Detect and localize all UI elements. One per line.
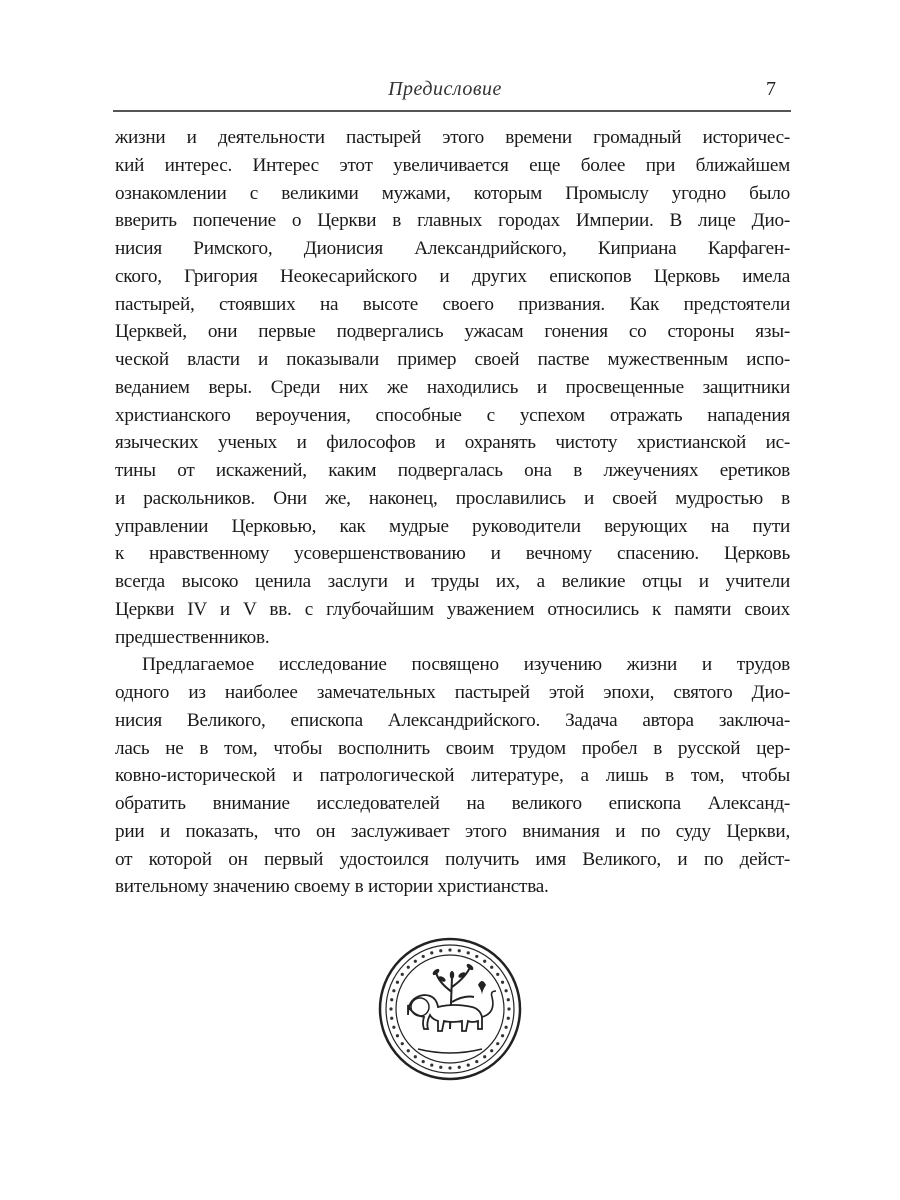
page-number: 7 bbox=[766, 78, 776, 100]
text-line: христианского вероучения, способные с успехом отражать нападения bbox=[115, 404, 790, 426]
text-line: всегда высоко ценила заслуги и труды их, а великие отцы и учители bbox=[115, 571, 790, 592]
text-line: от которой он первый удостоился получить имя Великого, и по дейст- bbox=[115, 848, 790, 870]
text-line: ского, Григория Неокесарийского и других епископов Церковь имела bbox=[115, 265, 790, 287]
text-line: обратить внимание исследователей на великого епископа Александ- bbox=[115, 793, 790, 814]
body-text bbox=[115, 124, 790, 901]
text-line: пастырей, стоявших на высоте своего призвания. Как предстоятели bbox=[115, 293, 790, 315]
text-line: веданием веры. Среди них же находились и просвещенные защитники bbox=[115, 376, 790, 398]
text-line: Предлагаемое исследование посвящено изучению жизни и трудов bbox=[142, 654, 790, 676]
text-line: тины от искажений, каким подвергалась она в лжеучениях еретиков bbox=[115, 460, 790, 481]
text-line: вительному значению своему в истории христианства. bbox=[115, 876, 549, 898]
text-line: одного из наиболее замечательных пастырей этой эпохи, святого Дио- bbox=[115, 682, 790, 703]
text-line: и раскольников. Они же, наконец, прославились и своей мудростью в bbox=[115, 487, 790, 509]
lion-emblem-icon bbox=[378, 937, 522, 1081]
text-line: управлении Церковью, как мудрые руководители верующих на пути bbox=[115, 515, 790, 537]
text-line: ковно-исторической и патрологической литературе, а лишь в том, чтобы bbox=[115, 765, 790, 787]
text-line: к нравственному усовершенствованию и вечному спасению. Церковь bbox=[115, 543, 790, 565]
text-line: Церквей, они первые подвергались ужасам гонения со стороны язы- bbox=[115, 321, 790, 343]
text-line: нисия Великого, епископа Александрийского. Задача автора заключа- bbox=[115, 709, 790, 731]
text-line: рии и показать, что он заслуживает этого внимания и по суду Церкви, bbox=[115, 820, 790, 842]
text-line: жизни и деятельности пастырей этого времени громадный историчес- bbox=[115, 127, 790, 148]
text-line: языческих ученых и философов и охранять чистоту христианской ис- bbox=[115, 432, 790, 454]
text-line: предшественников. bbox=[115, 626, 270, 648]
text-line: нисия Римского, Дионисия Александрийского, Киприана Карфаген- bbox=[115, 238, 790, 259]
text-line: Церкви IV и V вв. с глубочайшим уважением относились к памяти своих bbox=[115, 598, 790, 620]
text-line: кий интерес. Интерес этот увеличивается еще более при ближайшем bbox=[115, 154, 790, 176]
running-header-title: Предисловие bbox=[388, 78, 502, 100]
text-line: ческой власти и показывали пример своей пастве мужественным испо- bbox=[115, 349, 790, 370]
header-rule bbox=[113, 110, 791, 112]
text-line: лась не в том, чтобы восполнить своим трудом пробел в русской цер- bbox=[115, 737, 790, 759]
text-line: вверить попечение о Церкви в главных городах Империи. В лице Дио- bbox=[115, 210, 790, 232]
text-line: ознакомлении с великими мужами, которым Промыслу угодно было bbox=[115, 182, 790, 204]
